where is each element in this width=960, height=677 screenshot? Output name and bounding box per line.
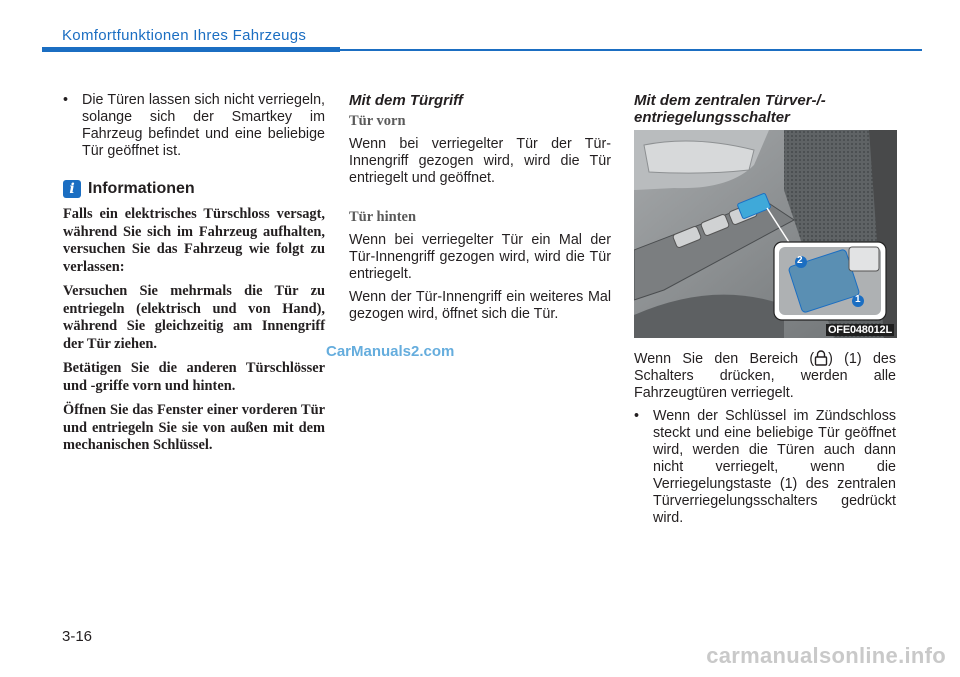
info-paragraph: Falls ein elektrisches Türschloss versagt, während Sie sich im Fahrzeug aufhalten, versuchen Sie das Fahrzeug wie folgt zu verlassen: (63, 206, 325, 275)
paragraph-rear-door-1: Wenn bei verriegelter Tür ein Mal der Tür-Innengriff gezogen wird, wird die Tür entriegelt. (349, 232, 611, 282)
info-paragraph: Versuchen Sie mehrmals die Tür zu entriegeln (elektrisch und von Hand), während Sie gleichzeitig am Innengriff der Tür ziehen. (63, 283, 325, 352)
section-heading: Mit dem zentralen Türver-/-entriegelungsschalter (634, 92, 826, 126)
lock-icon (814, 350, 828, 366)
paragraph-lock-area-end: ) (1) des Schalters drücken, werden alle Fahrzeugtüren verriegelt. (634, 351, 897, 401)
paragraph-front-door: Wenn bei verriegelter Tür der Tür-Innengriff gezogen wird, wird die Tür entriegelt und geöffnet. (349, 136, 611, 186)
bullet-item (634, 408, 896, 527)
subheading-rear-door: Tür hinten (349, 209, 417, 225)
footer-watermark: carmanualsonline.info (706, 643, 946, 668)
callout-2: 2 (797, 255, 803, 266)
column-right (634, 92, 896, 527)
info-icon: i (63, 180, 81, 198)
paragraph-lock-area-start: Wenn Sie den Bereich ( (634, 351, 815, 367)
page-number: 3-16 (62, 628, 93, 645)
door-switch-figure (634, 130, 897, 338)
callout-1: 1 (855, 294, 861, 305)
info-header (63, 180, 325, 198)
bullet-item (63, 92, 325, 160)
subheading-front-door: Tür vorn (349, 113, 406, 129)
door-panel-illustration (634, 130, 897, 338)
paragraph-rear-door-2: Wenn der Tür-Innengriff ein weiteres Mal gezogen wird, öffnet sich die Tür. (349, 289, 611, 322)
header-rule-thin (340, 49, 922, 51)
bullet-text: Die Türen lassen sich nicht verriegeln, solange sich der Smartkey im Fahrzeug befindet und eine beliebige Tür geöffnet ist. (82, 92, 325, 159)
bullet-dot: • (634, 408, 640, 424)
bullet-text: Wenn der Schlüssel im Zündschloss steckt und eine beliebige Tür geöffnet wird, werden die Türen auch dann nicht verriegelt, wenn die Verriegelungstaste (1) des zentralen Türverriegelungsschalters gedrückt wird. (653, 408, 896, 526)
header-rule-thick (42, 47, 340, 52)
info-paragraph: Öffnen Sie das Fenster einer vorderen Tür und entriegeln Sie sie von außen mit dem mechanischen Schlüssel. (63, 402, 325, 453)
figure-code: OFE048012L (827, 324, 892, 336)
watermark: CarManuals2.com (326, 343, 455, 360)
info-paragraph: Betätigen Sie die anderen Türschlösser und -griffe vorn und hinten. (63, 360, 325, 394)
column-middle (349, 92, 611, 323)
column-left (63, 92, 325, 462)
section-header: Komfortfunktionen Ihres Fahrzeugs (62, 27, 307, 44)
section-heading: Mit dem Türgriff (349, 92, 463, 109)
paragraph-lock-area (634, 350, 896, 402)
info-title: Informationen (88, 180, 195, 197)
bullet-dot: • (63, 92, 69, 108)
